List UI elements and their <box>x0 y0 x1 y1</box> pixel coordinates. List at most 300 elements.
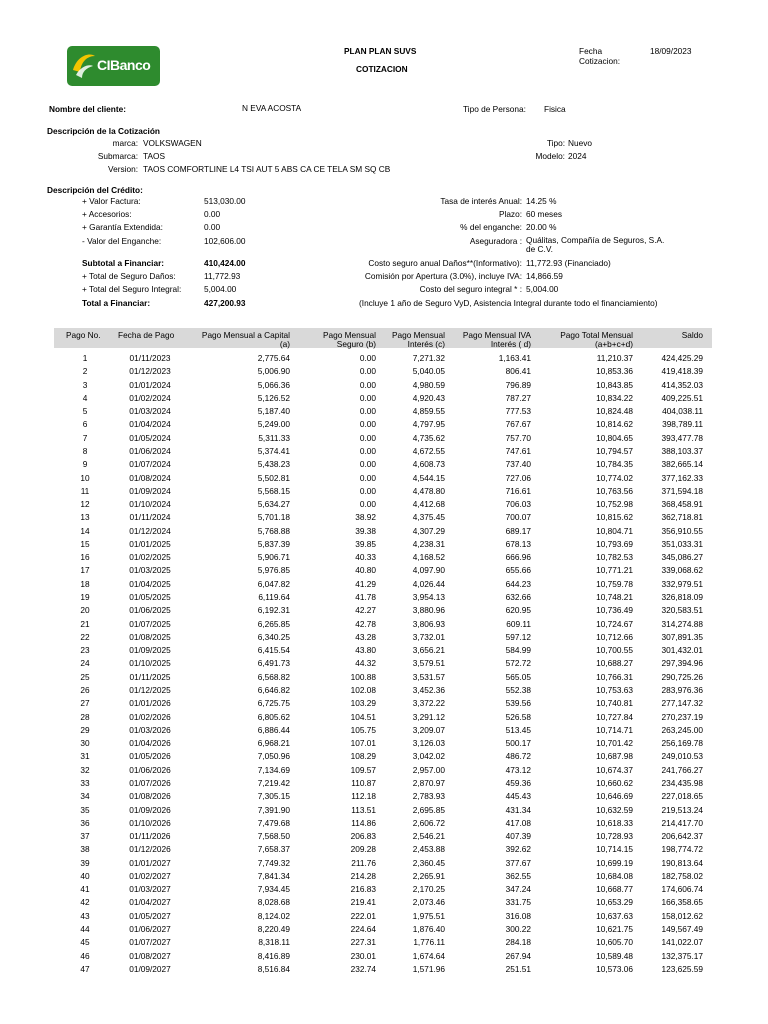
table-cell-col-capital: 5,976.85 <box>257 565 290 576</box>
table-cell-col-pago-no: 29 <box>80 724 90 735</box>
table-cell-col-pago-no: 26 <box>80 685 90 695</box>
table-cell-col-seguro: 40.80 <box>355 565 376 576</box>
table-cell-col-seguro: 110.87 <box>351 777 376 788</box>
table-cell-col-pago-no: 36 <box>80 817 90 828</box>
table-cell-col-saldo: 301,432.01 <box>661 645 703 656</box>
table-row <box>0 964 768 977</box>
marca-label: marca: <box>112 138 138 148</box>
credito-item-value: 410,424.00 <box>204 258 246 268</box>
table-row <box>0 433 768 446</box>
table-cell-col-pago-no: 3 <box>82 379 88 390</box>
table-cell-col-saldo: 414,352.03 <box>661 379 703 390</box>
table-cell-col-seguro: 216.83 <box>350 884 376 895</box>
table-cell-col-interes: 3,126.03 <box>412 738 445 749</box>
table-cell-col-iva: 597.12 <box>505 631 531 642</box>
table-cell-col-total: 10,724.67 <box>596 618 633 629</box>
table-cell-col-capital: 6,491.73 <box>257 658 290 669</box>
nota-text: (Incluye 1 año de Seguro VyD, Asistencia Integral durante todo el financiamiento) <box>359 298 658 308</box>
table-cell-col-fecha: 01/06/2027 <box>129 924 171 935</box>
table-cell-col-pago-no: 27 <box>80 698 90 709</box>
table-cell-col-capital: 5,311.33 <box>258 432 290 443</box>
table-row <box>0 725 768 738</box>
table-cell-col-fecha: 01/07/2027 <box>129 937 171 948</box>
table-cell-col-fecha: 01/10/2025 <box>129 658 171 669</box>
table-cell-col-interes: 2,453.88 <box>412 844 445 855</box>
table-cell-col-total: 10,684.08 <box>596 870 633 881</box>
table-cell-col-iva: 445.43 <box>505 791 531 802</box>
table-cell-col-pago-no: 17 <box>80 565 90 576</box>
table-cell-col-seguro: 103.29 <box>350 698 376 709</box>
table-cell-col-iva: 777.53 <box>505 406 531 417</box>
table-cell-col-seguro: 102.08 <box>350 685 376 695</box>
table-cell-col-interes: 3,954.13 <box>412 592 445 603</box>
table-cell-col-saldo: 198,774.72 <box>661 844 703 855</box>
header-col-pago-no: Pago No. <box>66 330 101 340</box>
plazo-label: Plazo: <box>498 209 522 219</box>
modelo-label: Modelo: <box>535 151 565 161</box>
table-cell-col-saldo: 132,375.17 <box>661 950 703 961</box>
table-cell-col-iva: 678.13 <box>505 538 531 549</box>
table-cell-col-saldo: 219,513.24 <box>661 804 703 815</box>
table-cell-col-total: 10,752.98 <box>596 499 633 510</box>
table-row <box>0 937 768 950</box>
table-cell-col-fecha: 01/02/2025 <box>129 552 171 563</box>
table-row <box>0 486 768 499</box>
table-cell-col-total: 11,210.37 <box>596 353 633 363</box>
table-cell-col-seguro: 214.28 <box>350 870 376 881</box>
table-cell-col-iva: 706.03 <box>505 499 531 510</box>
table-cell-col-interes: 3,042.02 <box>412 751 445 762</box>
table-cell-col-seguro: 0.00 <box>359 419 376 430</box>
table-cell-col-total: 10,653.29 <box>596 897 633 908</box>
credito-item-label: Subtotal a Financiar: <box>82 258 165 268</box>
table-cell-col-saldo: 382,665.14 <box>661 459 703 470</box>
table-row <box>0 897 768 910</box>
table-cell-col-total: 10,748.21 <box>596 592 633 603</box>
table-row <box>0 473 768 486</box>
table-row <box>0 844 768 857</box>
table-cell-col-saldo: 377,162.33 <box>661 472 703 483</box>
table-cell-col-pago-no: 8 <box>82 445 88 456</box>
table-cell-col-interes: 3,880.96 <box>412 605 445 616</box>
table-cell-col-seguro: 0.00 <box>359 445 376 456</box>
table-row <box>0 539 768 552</box>
table-cell-col-pago-no: 40 <box>80 870 90 881</box>
table-cell-col-seguro: 40.33 <box>355 552 376 563</box>
table-cell-col-saldo: 424,425.29 <box>661 353 703 363</box>
table-cell-col-saldo: 182,758.02 <box>661 870 703 881</box>
table-cell-col-saldo: 174,606.74 <box>661 884 703 895</box>
table-cell-col-fecha: 01/09/2025 <box>129 645 171 656</box>
table-cell-col-seguro: 100.88 <box>350 671 376 682</box>
table-cell-col-fecha: 01/12/2026 <box>129 844 171 855</box>
table-cell-col-fecha: 01/11/2026 <box>129 831 171 842</box>
table-cell-col-pago-no: 32 <box>80 764 90 775</box>
tipo-label: Tipo: <box>546 138 565 148</box>
table-cell-col-interes: 1,975.51 <box>412 910 445 921</box>
table-cell-col-capital: 6,119.64 <box>258 592 290 603</box>
table-cell-col-fecha: 01/02/2024 <box>129 392 171 403</box>
table-cell-col-iva: 251.51 <box>505 963 531 974</box>
table-cell-col-pago-no: 47 <box>80 963 90 974</box>
table-cell-col-interes: 2,606.72 <box>412 817 445 828</box>
table-cell-col-pago-no: 1 <box>82 353 88 363</box>
table-cell-col-capital: 7,479.68 <box>257 817 290 828</box>
table-cell-col-capital: 6,192.31 <box>257 605 290 616</box>
table-cell-col-capital: 5,768.88 <box>257 525 290 536</box>
table-cell-col-pago-no: 16 <box>80 552 90 563</box>
table-cell-col-iva: 392.62 <box>505 844 531 855</box>
table-cell-col-fecha: 01/09/2026 <box>129 804 171 815</box>
table-cell-col-total: 10,815.62 <box>596 512 633 523</box>
table-cell-col-seguro: 232.74 <box>350 963 376 974</box>
table-cell-col-seguro: 112.18 <box>351 791 376 802</box>
table-cell-col-seguro: 109.57 <box>350 764 376 775</box>
table-cell-col-fecha: 01/10/2026 <box>129 817 171 828</box>
credito-item-value: 102,606.00 <box>204 236 246 246</box>
table-cell-col-iva: 666.96 <box>505 552 531 563</box>
table-cell-col-saldo: 419,418.39 <box>661 366 703 377</box>
table-cell-col-capital: 7,658.37 <box>257 844 290 855</box>
table-cell-col-pago-no: 24 <box>80 658 90 669</box>
table-cell-col-total: 10,700.55 <box>596 645 633 656</box>
table-row <box>0 911 768 924</box>
table-cell-col-iva: 417.08 <box>505 817 531 828</box>
table-cell-col-interes: 3,531.57 <box>412 671 445 682</box>
table-row <box>0 393 768 406</box>
table-cell-col-iva: 644.23 <box>505 578 531 589</box>
table-cell-col-pago-no: 13 <box>80 512 90 523</box>
table-cell-col-seguro: 42.27 <box>355 605 376 616</box>
cotizacion-section-label: Descripción de la Cotización <box>47 126 160 136</box>
table-cell-col-total: 10,784.35 <box>596 459 633 470</box>
table-cell-col-fecha: 01/04/2025 <box>129 578 171 589</box>
table-cell-col-fecha: 01/01/2025 <box>129 538 171 549</box>
table-cell-col-total: 10,763.56 <box>596 485 633 496</box>
table-cell-col-capital: 5,126.52 <box>257 392 290 403</box>
costo-integral-value: 5,004.00 <box>526 284 559 294</box>
table-cell-col-capital: 5,701.18 <box>257 512 290 523</box>
credito-item-value: 513,030.00 <box>204 196 246 206</box>
credito-item-label: Total a Financiar: <box>82 298 151 308</box>
header-col-interes: Pago Mensual Interés (c) <box>391 330 445 349</box>
table-cell-col-iva: 584.99 <box>505 645 531 656</box>
table-cell-col-pago-no: 20 <box>80 605 90 616</box>
table-cell-col-fecha: 01/07/2026 <box>129 777 171 788</box>
table-row <box>0 419 768 432</box>
table-cell-col-iva: 737.40 <box>505 459 531 470</box>
modelo-value: 2024 <box>568 151 587 161</box>
table-cell-col-capital: 7,934.45 <box>257 884 290 895</box>
table-cell-col-iva: 362.55 <box>505 870 531 881</box>
table-cell-col-interes: 4,980.59 <box>412 379 445 390</box>
header-col-iva: Pago Mensual IVA Interés ( d) <box>462 330 531 349</box>
fecha-value: 18/09/2023 <box>650 46 692 56</box>
table-cell-col-iva: 526.58 <box>505 711 531 722</box>
table-cell-col-interes: 4,478.80 <box>412 485 445 496</box>
table-cell-col-saldo: 277,147.32 <box>661 698 703 709</box>
table-cell-col-seguro: 222.01 <box>350 910 376 921</box>
table-cell-col-total: 10,759.78 <box>596 578 633 589</box>
table-row <box>0 459 768 472</box>
table-cell-col-interes: 4,920.43 <box>412 392 445 403</box>
table-cell-col-capital: 5,066.36 <box>257 379 290 390</box>
table-cell-col-capital: 8,220.49 <box>257 924 290 935</box>
table-row <box>0 698 768 711</box>
table-cell-col-saldo: 249,010.53 <box>661 751 703 762</box>
table-cell-col-interes: 4,307.29 <box>412 525 445 536</box>
table-cell-col-fecha: 01/01/2024 <box>129 379 171 390</box>
credito-section-label: Descripción del Crédito: <box>47 185 143 195</box>
table-cell-col-fecha: 01/02/2027 <box>129 870 171 881</box>
table-cell-col-capital: 6,340.25 <box>257 631 290 642</box>
table-cell-col-fecha: 01/05/2026 <box>129 751 171 762</box>
table-cell-col-total: 10,688.27 <box>596 658 633 669</box>
table-cell-col-iva: 513.45 <box>505 724 531 735</box>
table-row <box>0 645 768 658</box>
table-cell-col-seguro: 224.64 <box>350 924 376 935</box>
table-cell-col-interes: 1,876.40 <box>412 924 445 935</box>
table-cell-col-fecha: 01/03/2026 <box>129 724 171 735</box>
table-cell-col-seguro: 219.41 <box>350 897 376 908</box>
table-cell-col-fecha: 01/09/2024 <box>129 485 171 496</box>
table-cell-col-saldo: 190,813.64 <box>661 857 703 868</box>
table-cell-col-seguro: 41.29 <box>355 578 376 589</box>
table-cell-col-pago-no: 4 <box>82 392 88 403</box>
table-cell-col-fecha: 01/07/2025 <box>129 618 171 629</box>
table-row <box>0 512 768 525</box>
table-cell-col-pago-no: 28 <box>80 711 90 722</box>
table-cell-col-total: 10,736.49 <box>596 605 633 616</box>
table-cell-col-capital: 8,124.02 <box>257 910 290 921</box>
table-cell-col-total: 10,794.57 <box>596 445 633 456</box>
nombre-value: N EVA ACOSTA <box>242 103 302 113</box>
table-cell-col-total: 10,573.06 <box>596 963 633 974</box>
table-cell-col-saldo: 241,766.27 <box>661 764 703 775</box>
table-cell-col-saldo: 270,237.19 <box>661 711 703 722</box>
table-cell-col-saldo: 409,225.51 <box>661 392 703 403</box>
table-row <box>0 552 768 565</box>
table-cell-col-fecha: 01/03/2027 <box>129 884 171 895</box>
table-cell-col-iva: 655.66 <box>505 565 531 576</box>
table-cell-col-total: 10,646.69 <box>596 791 633 802</box>
table-cell-col-fecha: 01/12/2025 <box>129 685 171 695</box>
table-cell-col-pago-no: 21 <box>80 618 90 629</box>
table-cell-col-saldo: 351,033.31 <box>661 538 703 549</box>
costo-integral-label: Costo del seguro integral * : <box>419 284 522 294</box>
table-cell-col-total: 10,714.71 <box>596 724 633 735</box>
aseguradora-label: Aseguradora : <box>469 236 522 246</box>
credito-item-label: + Total del Seguro Integral: <box>82 284 182 294</box>
credito-item-value: 5,004.00 <box>204 284 237 294</box>
table-cell-col-interes: 3,656.21 <box>412 645 445 656</box>
comision-value: 14,866.59 <box>526 271 563 281</box>
header-col-saldo: Saldo <box>681 330 703 340</box>
table-cell-col-iva: 552.38 <box>505 685 531 695</box>
table-cell-col-seguro: 42.78 <box>355 618 376 629</box>
table-row <box>0 632 768 645</box>
table-cell-col-seguro: 43.28 <box>355 631 376 642</box>
table-cell-col-seguro: 0.00 <box>359 406 376 417</box>
table-row <box>0 658 768 671</box>
table-cell-col-iva: 500.17 <box>505 738 531 749</box>
table-cell-col-saldo: 214,417.70 <box>661 817 703 828</box>
table-cell-col-capital: 6,415.54 <box>257 645 290 656</box>
table-cell-col-pago-no: 43 <box>80 910 90 921</box>
table-cell-col-iva: 620.95 <box>505 605 531 616</box>
table-cell-col-total: 10,605.70 <box>596 937 633 948</box>
table-cell-col-interes: 3,452.36 <box>412 685 445 695</box>
table-cell-col-fecha: 01/06/2026 <box>129 764 171 775</box>
table-cell-col-seguro: 0.00 <box>359 472 376 483</box>
table-cell-col-capital: 5,374.41 <box>257 445 290 456</box>
table-cell-col-saldo: 158,012.62 <box>661 910 703 921</box>
table-cell-col-pago-no: 5 <box>82 406 88 417</box>
plazo-value: 60 meses <box>526 209 562 219</box>
table-cell-col-total: 10,699.19 <box>596 857 633 868</box>
tipo-persona-label: Tipo de Persona: <box>463 104 526 114</box>
table-cell-col-fecha: 01/08/2025 <box>129 631 171 642</box>
table-cell-col-total: 10,712.66 <box>596 631 633 642</box>
table-cell-col-iva: 747.61 <box>505 445 531 456</box>
table-cell-col-interes: 4,238.31 <box>412 538 445 549</box>
table-cell-col-interes: 3,806.93 <box>412 618 445 629</box>
table-cell-col-iva: 284.18 <box>505 937 531 948</box>
table-cell-col-capital: 7,841.34 <box>257 870 290 881</box>
submarca-label: Submarca: <box>97 151 138 161</box>
table-cell-col-seguro: 0.00 <box>359 459 376 470</box>
table-cell-col-fecha: 01/02/2026 <box>129 711 171 722</box>
table-cell-col-pago-no: 10 <box>80 472 90 483</box>
table-cell-col-pago-no: 45 <box>80 937 90 948</box>
table-row <box>0 592 768 605</box>
table-cell-col-fecha: 01/01/2026 <box>129 698 171 709</box>
table-cell-col-saldo: 283,976.36 <box>661 685 703 695</box>
table-cell-col-iva: 431.34 <box>505 804 531 815</box>
table-cell-col-fecha: 01/08/2026 <box>129 791 171 802</box>
table-cell-col-seguro: 105.75 <box>350 724 376 735</box>
table-cell-col-iva: 316.08 <box>505 910 531 921</box>
table-row <box>0 712 768 725</box>
table-cell-col-pago-no: 2 <box>82 366 88 377</box>
table-cell-col-iva: 267.94 <box>505 950 531 961</box>
table-row <box>0 579 768 592</box>
costo-danos-value: 11,772.93 (Financiado) <box>526 258 611 268</box>
table-cell-col-total: 10,834.22 <box>596 392 633 403</box>
table-cell-col-fecha: 01/06/2025 <box>129 605 171 616</box>
cibanco-logo <box>67 46 160 86</box>
version-value: TAOS COMFORTLINE L4 TSI AUT 5 ABS CA CE TELA SM SQ CB <box>143 164 391 174</box>
table-cell-col-iva: 300.22 <box>505 924 531 935</box>
table-row <box>0 685 768 698</box>
table-cell-col-pago-no: 25 <box>80 671 90 682</box>
table-cell-col-capital: 6,725.75 <box>257 698 290 709</box>
table-cell-col-saldo: 256,169.78 <box>661 738 703 749</box>
table-cell-col-saldo: 307,891.35 <box>661 631 703 642</box>
table-cell-col-iva: 689.17 <box>505 525 531 536</box>
table-cell-col-interes: 3,209.07 <box>412 724 445 735</box>
table-cell-col-fecha: 01/08/2027 <box>129 950 171 961</box>
table-cell-col-fecha: 01/06/2024 <box>129 445 171 456</box>
table-cell-col-iva: 632.66 <box>505 592 531 603</box>
table-cell-col-capital: 7,391.90 <box>257 804 290 815</box>
table-cell-col-interes: 3,291.12 <box>412 711 445 722</box>
table-cell-col-seguro: 41.78 <box>355 592 376 603</box>
table-cell-col-pago-no: 39 <box>80 857 90 868</box>
table-cell-col-seguro: 230.01 <box>350 950 376 961</box>
table-cell-col-interes: 4,544.15 <box>412 472 445 483</box>
table-cell-col-seguro: 0.00 <box>359 366 376 377</box>
table-cell-col-fecha: 01/11/2025 <box>129 671 171 682</box>
table-cell-col-pago-no: 30 <box>80 738 90 749</box>
table-cell-col-interes: 3,579.51 <box>412 658 445 669</box>
table-cell-col-total: 10,687.98 <box>596 751 633 762</box>
tasa-value: 14.25 % <box>526 196 557 206</box>
aseguradora-value: Quálitas, Compañía de Seguros, S.A. de C.V. <box>526 235 665 254</box>
table-cell-col-capital: 8,516.84 <box>257 963 290 974</box>
table-cell-col-iva: 609.11 <box>506 618 531 629</box>
table-cell-col-pago-no: 41 <box>80 884 90 895</box>
table-cell-col-saldo: 404,038.11 <box>662 406 703 417</box>
table-cell-col-seguro: 43.80 <box>355 645 376 656</box>
table-row <box>0 353 768 366</box>
table-cell-col-seguro: 227.31 <box>350 937 376 948</box>
table-cell-col-saldo: 320,583.51 <box>661 605 703 616</box>
table-row <box>0 951 768 964</box>
table-cell-col-iva: 727.06 <box>505 472 531 483</box>
table-cell-col-seguro: 0.00 <box>359 432 376 443</box>
table-cell-col-pago-no: 9 <box>82 459 88 470</box>
table-cell-col-iva: 331.75 <box>505 897 531 908</box>
table-cell-col-total: 10,714.15 <box>596 844 633 855</box>
table-cell-col-fecha: 01/08/2024 <box>129 472 171 483</box>
enganche-pct-label: % del enganche: <box>460 222 522 232</box>
table-cell-col-saldo: 314,274.88 <box>661 618 703 629</box>
table-cell-col-fecha: 01/03/2025 <box>129 565 171 576</box>
table-cell-col-iva: 565.05 <box>505 671 531 682</box>
table-cell-col-pago-no: 37 <box>80 831 90 842</box>
table-cell-col-iva: 377.67 <box>505 857 531 868</box>
table-row <box>0 446 768 459</box>
table-cell-col-seguro: 113.51 <box>351 804 376 815</box>
table-row <box>0 406 768 419</box>
table-cell-col-total: 10,804.71 <box>596 525 633 536</box>
table-cell-col-fecha: 01/04/2024 <box>129 419 171 430</box>
table-row <box>0 619 768 632</box>
table-cell-col-seguro: 0.00 <box>359 499 376 510</box>
table-cell-col-capital: 6,805.62 <box>257 711 290 722</box>
fecha-label: Fecha Cotizacion: <box>579 46 621 66</box>
table-cell-col-total: 10,621.75 <box>596 924 633 935</box>
table-cell-col-total: 10,766.31 <box>596 671 633 682</box>
table-row <box>0 831 768 844</box>
table-cell-col-total: 10,843.85 <box>596 379 633 390</box>
table-cell-col-interes: 4,608.73 <box>412 459 445 470</box>
table-cell-col-capital: 5,502.81 <box>257 472 290 483</box>
table-cell-col-capital: 7,568.50 <box>257 831 290 842</box>
table-row <box>0 871 768 884</box>
table-cell-col-capital: 5,249.00 <box>257 419 290 430</box>
table-cell-col-iva: 716.61 <box>505 485 531 496</box>
table-cell-col-seguro: 0.00 <box>359 379 376 390</box>
table-row <box>0 751 768 764</box>
table-cell-col-saldo: 332,979.51 <box>661 578 703 589</box>
table-cell-col-capital: 8,416.89 <box>257 950 290 961</box>
table-cell-col-saldo: 398,789.11 <box>662 419 703 430</box>
table-cell-col-iva: 700.07 <box>505 512 531 523</box>
table-cell-col-iva: 539.56 <box>505 698 531 709</box>
table-cell-col-capital: 6,646.82 <box>257 685 290 695</box>
